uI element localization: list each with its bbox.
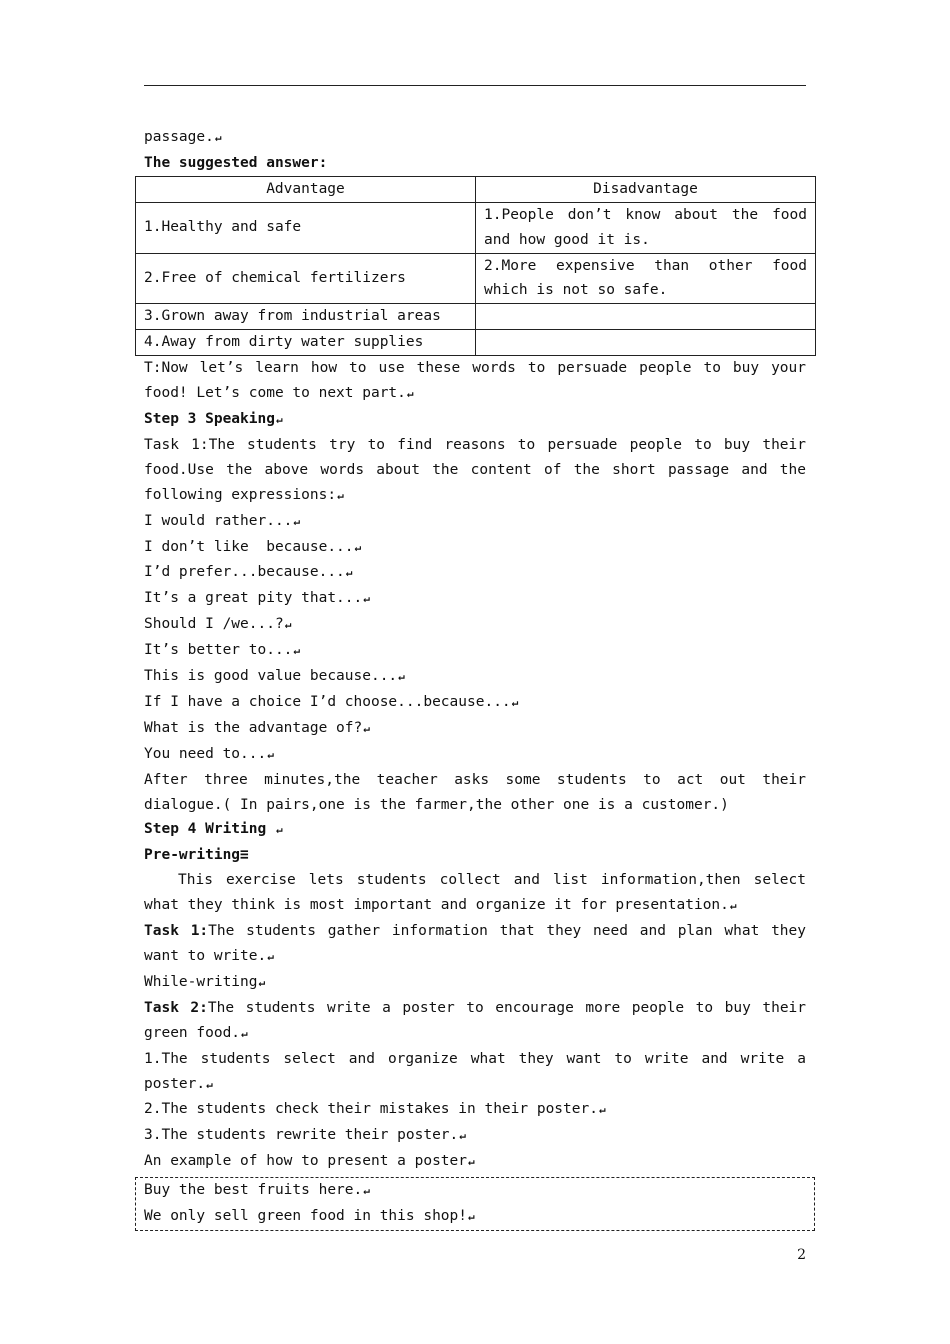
table-row — [136, 202, 816, 253]
document-body — [144, 125, 806, 1231]
return-mark-icon: ↵ — [459, 1129, 466, 1143]
return-mark-icon: ↵ — [284, 618, 292, 632]
expression-item: I’d prefer...because...↵ — [144, 564, 353, 581]
expression-item: I don’t like because...↵ — [144, 538, 362, 555]
step4-task1: Task 1:The students gather information that they need and plan what they want to write.↵ — [144, 923, 807, 964]
task1-label: Task 1: — [144, 923, 209, 940]
table-cell-advantage: 4.Away from dirty water supplies — [136, 330, 476, 356]
return-mark-icon: ↵ — [275, 823, 283, 837]
expression-item: You need to...↵ — [144, 745, 274, 762]
table-row — [136, 253, 816, 304]
expression-item: This is good value because...↵ — [144, 668, 405, 685]
expression-item: If I have a choice I’d choose...because...↵ — [144, 693, 519, 710]
poster-example-intro: An example of how to present a poster↵ — [144, 1153, 475, 1170]
return-mark-icon: ↵ — [241, 1026, 248, 1040]
step4-heading: Step 4 Writing ↵ — [144, 821, 283, 838]
return-mark-icon: ↵ — [406, 387, 414, 401]
poster-line: Buy the best fruits here.↵ — [144, 1182, 370, 1199]
table-cell-advantage: 1.Healthy and safe — [136, 202, 476, 253]
advantage-disadvantage-table — [135, 176, 816, 356]
expression-item: I would rather...↵ — [144, 512, 301, 529]
return-mark-icon: ↵ — [363, 1184, 370, 1198]
step3-task1: Task 1:The students try to find reasons to persuade people to buy their food.Use the above words about the content of the short passage and the following expressions:↵ — [144, 436, 806, 503]
table-cell-disadvantage: 1.People don’t know about the food and how good it is. — [476, 202, 816, 253]
table-cell-advantage: 2.Free of chemical fertilizers — [136, 253, 476, 304]
return-mark-icon: ↵ — [293, 644, 301, 658]
return-mark-icon: ↵ — [267, 950, 274, 963]
table-cell-disadvantage — [476, 304, 816, 330]
return-mark-icon: ↵ — [363, 721, 370, 735]
passage-continued: passage.↵ — [144, 129, 222, 145]
table-row — [136, 304, 816, 330]
poster-example-box — [135, 1177, 815, 1231]
return-mark-icon: ↵ — [345, 566, 353, 580]
return-mark-icon: ↵ — [363, 592, 370, 606]
return-mark-icon: ↵ — [214, 131, 222, 144]
return-mark-icon: ↵ — [468, 1210, 475, 1224]
transition-text: T:Now let’s learn how to use these words to persuade people to buy your food! Let’s come to next part.↵ — [144, 360, 806, 402]
expression-item: It’s a great pity that...↵ — [144, 590, 370, 607]
task2-label: Task 2: — [144, 999, 208, 1016]
step4-task2: Task 2:The students write a poster to encourage more people to buy their green food.↵ — [144, 999, 807, 1041]
header-rule — [144, 85, 806, 86]
writing-step: 3.The students rewrite their poster.↵ — [144, 1127, 466, 1144]
table-cell-disadvantage: 2.More expensive than other food which is not so safe. — [476, 253, 816, 304]
table-cell-advantage: 3.Grown away from industrial areas — [136, 304, 476, 330]
table-cell-disadvantage — [476, 330, 816, 356]
return-mark-icon: ↵ — [468, 1155, 475, 1169]
step3-after: After three minutes,the teacher asks some students to act out their dialogue.( In pairs,one is the farmer,the other one is a customer.) — [144, 771, 806, 813]
writing-step: 2.The students check their mistakes in their poster.↵ — [144, 1101, 606, 1118]
return-mark-icon: ↵ — [398, 670, 405, 684]
return-mark-icon: ↵ — [275, 412, 283, 426]
expression-item: Should I /we...?↵ — [144, 616, 292, 633]
step3-heading: Step 3 Speaking↵ — [144, 410, 283, 427]
while-writing-heading: While-writing↵ — [144, 973, 266, 990]
table-header-disadvantage: Disadvantage — [476, 176, 816, 202]
table-row — [136, 330, 816, 356]
return-mark-icon: ↵ — [511, 695, 519, 709]
pre-writing-description: This exercise lets students collect and list information,then select what they think is most important and organize it for presentation.↵ — [144, 872, 806, 914]
return-mark-icon: ↵ — [729, 899, 737, 913]
return-mark-icon: ↵ — [354, 540, 362, 554]
return-mark-icon: ↵ — [206, 1077, 213, 1091]
poster-line: We only sell green food in this shop!↵ — [144, 1208, 475, 1225]
pre-writing-mark: ≡ — [240, 847, 249, 864]
expression-item: What is the advantage of?↵ — [144, 719, 370, 736]
pre-writing-heading: Pre-writing≡ — [144, 847, 249, 864]
return-mark-icon: ↵ — [337, 488, 344, 502]
page-number: 2 — [797, 1247, 806, 1263]
table-header-advantage: Advantage — [136, 176, 476, 202]
table-header-row — [136, 176, 816, 202]
return-mark-icon: ↵ — [267, 747, 274, 761]
return-mark-icon: ↵ — [258, 975, 266, 989]
writing-step: 1.The students select and organize what they want to write and write a poster.↵ — [144, 1050, 806, 1092]
expression-item: It’s better to...↵ — [144, 642, 301, 659]
suggested-answer-heading: The suggested answer: — [144, 154, 328, 171]
return-mark-icon: ↵ — [293, 514, 301, 528]
return-mark-icon: ↵ — [598, 1103, 606, 1117]
